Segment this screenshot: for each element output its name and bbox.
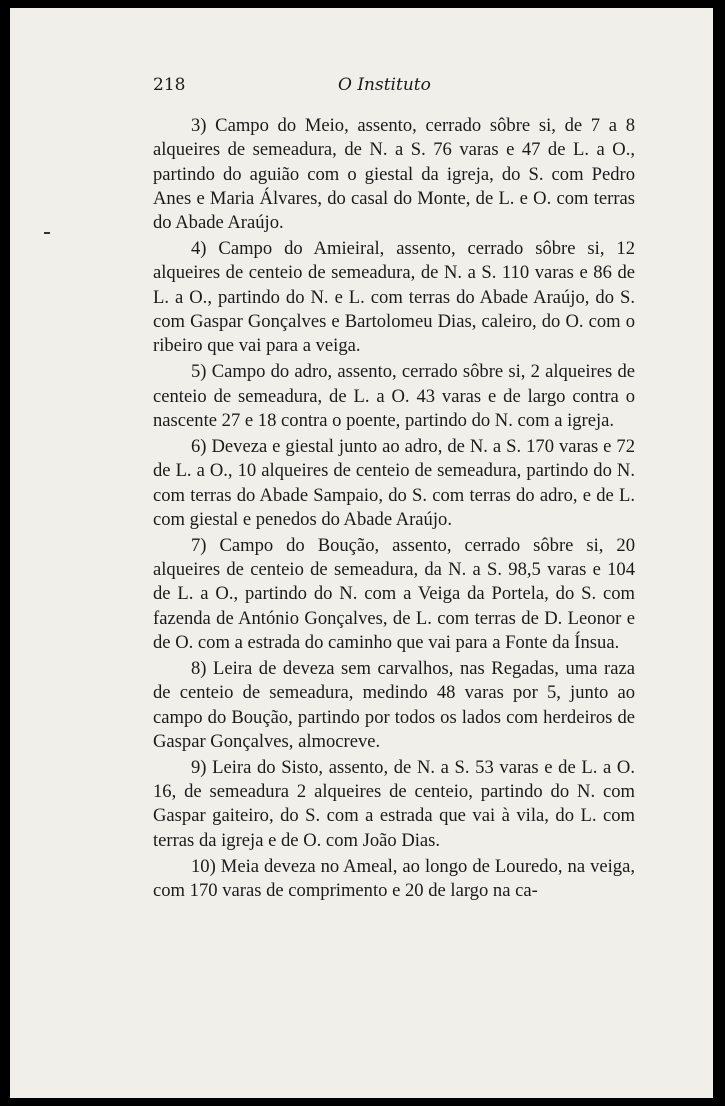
running-title: O Instituto <box>338 75 431 95</box>
page-number: 218 <box>153 75 186 95</box>
list-item: 4) Campo do Amieiral, assento, cerrado sôbre si, 12 alqueires de centeio de semeadura, de N. a S. 110 varas e 86 de L. a O., partindo do N. e L. com terras do Abade Araújo, do S. com Gaspar Gonçalves e Bartolomeu Dias, caleiro, do O. com o ribeiro que vai para a veiga. <box>153 238 635 357</box>
list-item: 10) Meia deveza no Ameal, ao longo de Louredo, na veiga, com 170 varas de comprimento e 20 de largo na ca- <box>153 855 635 902</box>
page-header <box>153 75 573 105</box>
list-item: 7) Campo do Boução, assento, cerrado sôbre si, 20 alqueires de centeio de semeadura, da N. a S. 98,5 varas e 104 de L. a O., partindo do N. com a Veiga da Portela, do S. com fazenda de António Gonçalves, de L. com terras de D. Leonor e de O. com a estrada do caminho que vai para a Fonte da Ínsua. <box>153 534 635 653</box>
list-item: 3) Campo do Meio, assento, cerrado sôbre si, de 7 a 8 alqueires de semeadura, de N. a S. 76 varas e 47 de L. a O., partindo do aguião com o giestal da igreja, do S. com Pedro Anes e Maria Álvares, do casal do Monte, de L. e O. com terras do Abade Araújo. <box>153 115 635 234</box>
book-page <box>10 8 713 1098</box>
list-item: 8) Leira de deveza sem carvalhos, nas Regadas, uma raza de centeio de semeadura, medindo 48 varas por 5, junto ao campo do Boução, partindo por todos os lados com herdeiros de Gaspar Gonçalves, almocreve. <box>153 657 635 752</box>
list-item: 6) Deveza e giestal junto ao adro, de N. a S. 170 varas e 72 de L. a O., 10 alqueires de centeio de semeadura, partindo do N. com terras do Abade Sampaio, do S. com terras do adro, e de L. com giestal e penedos do Abade Araújo. <box>153 435 635 530</box>
list-item: 9) Leira do Sisto, assento, de N. a S. 53 varas e de L. a O. 16, de semeadura 2 alqueires de centeio, partindo do N. com Gaspar gaiteiro, do S. com a estrada que vai à vila, do L. com terras da igreja e de O. com João Dias. <box>153 756 635 851</box>
list-item: 5) Campo do adro, assento, cerrado sôbre si, 2 alqueires de centeio de semeadura, de L. a O. 43 varas e de largo contra o nascente 27 e 18 contra o poente, partindo do N. com a igreja. <box>153 361 635 431</box>
body-text <box>153 114 635 903</box>
margin-mark <box>44 232 50 234</box>
